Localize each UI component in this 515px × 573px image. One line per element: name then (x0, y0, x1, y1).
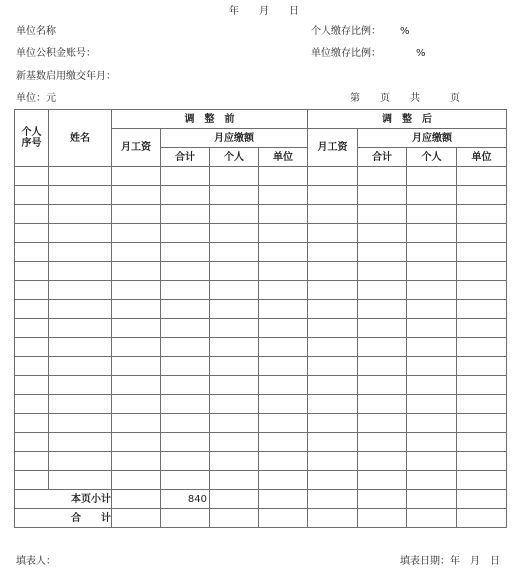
subtotal-label: 本页小计 (15, 490, 112, 509)
subtotal-value: 840 (161, 490, 210, 509)
cell[interactable] (457, 338, 507, 357)
cell[interactable] (161, 433, 210, 452)
cell[interactable] (112, 338, 161, 357)
cell[interactable] (457, 262, 507, 281)
after-monthly-due-header: 月应缴额 (358, 129, 507, 148)
cell[interactable] (49, 338, 112, 357)
cell[interactable] (15, 471, 49, 490)
filler-label: 填表人： (16, 556, 56, 567)
cell[interactable] (161, 338, 210, 357)
cell[interactable] (49, 452, 112, 471)
currency-label: 单位：元 (16, 93, 56, 104)
cell[interactable] (358, 262, 407, 281)
cell[interactable] (407, 338, 457, 357)
cell[interactable] (259, 205, 308, 224)
cell[interactable] (49, 414, 112, 433)
cell[interactable] (259, 357, 308, 376)
cell[interactable] (49, 319, 112, 338)
table-row (15, 167, 507, 186)
cell[interactable] (112, 395, 161, 414)
cell[interactable] (15, 167, 49, 186)
cell[interactable] (210, 376, 259, 395)
cell[interactable] (407, 452, 457, 471)
cell[interactable] (407, 186, 457, 205)
cell[interactable] (210, 471, 259, 490)
cell[interactable] (112, 262, 161, 281)
before-monthly-wage-header: 月工资 (112, 129, 161, 167)
table-row (15, 205, 507, 224)
cell[interactable] (358, 395, 407, 414)
table-row (15, 376, 507, 395)
cell[interactable] (161, 452, 210, 471)
cell[interactable] (407, 376, 457, 395)
cell (358, 509, 407, 528)
cell[interactable] (210, 224, 259, 243)
cell[interactable] (49, 167, 112, 186)
cell[interactable] (210, 167, 259, 186)
cell[interactable] (49, 357, 112, 376)
cell[interactable] (161, 471, 210, 490)
cell (308, 509, 358, 528)
cell[interactable] (15, 262, 49, 281)
cell[interactable] (308, 319, 358, 338)
subtotal-row (15, 490, 507, 509)
cell[interactable] (457, 452, 507, 471)
after-unit-header: 单位 (457, 148, 507, 167)
cell[interactable] (15, 395, 49, 414)
cell[interactable] (259, 433, 308, 452)
cell[interactable] (259, 281, 308, 300)
cell[interactable] (49, 376, 112, 395)
cell[interactable] (112, 224, 161, 243)
cell[interactable] (49, 262, 112, 281)
grand-total-label: 合 计 (15, 509, 112, 528)
cell[interactable] (407, 357, 457, 376)
table-row (15, 338, 507, 357)
cell[interactable] (457, 471, 507, 490)
col-seq-header: 个人 序号 (15, 110, 49, 167)
contribution-table (14, 109, 507, 528)
personal-ratio-label: 个人缴存比例： (311, 26, 381, 37)
cell[interactable] (210, 281, 259, 300)
cell[interactable] (161, 224, 210, 243)
cell[interactable] (407, 414, 457, 433)
cell[interactable] (210, 414, 259, 433)
cell[interactable] (407, 205, 457, 224)
cell[interactable] (161, 243, 210, 262)
cell[interactable] (407, 300, 457, 319)
cell[interactable] (358, 205, 407, 224)
cell[interactable] (49, 433, 112, 452)
table-row (15, 319, 507, 338)
cell[interactable] (358, 357, 407, 376)
group-after-header: 调 整 后 (308, 110, 507, 129)
cell[interactable] (49, 471, 112, 490)
cell[interactable] (457, 224, 507, 243)
cell[interactable] (259, 376, 308, 395)
cell[interactable] (358, 243, 407, 262)
cell[interactable] (407, 319, 457, 338)
cell[interactable] (210, 395, 259, 414)
cell[interactable] (15, 224, 49, 243)
table-row (15, 471, 507, 490)
cell[interactable] (308, 452, 358, 471)
cell[interactable] (308, 224, 358, 243)
cell[interactable] (407, 395, 457, 414)
cell[interactable] (457, 357, 507, 376)
cell[interactable] (308, 262, 358, 281)
cell[interactable] (457, 414, 507, 433)
cell[interactable] (161, 357, 210, 376)
cell (210, 490, 259, 509)
cell[interactable] (358, 471, 407, 490)
cell (259, 490, 308, 509)
cell[interactable] (358, 167, 407, 186)
cell[interactable] (308, 338, 358, 357)
table-row (15, 281, 507, 300)
cell[interactable] (259, 224, 308, 243)
cell[interactable] (457, 205, 507, 224)
cell[interactable] (210, 205, 259, 224)
page-label: 第 页 共 页 (350, 93, 460, 104)
cell[interactable] (161, 281, 210, 300)
cell[interactable] (407, 433, 457, 452)
unit-name-label: 单位名称 (16, 26, 56, 37)
cell[interactable] (358, 376, 407, 395)
fill-date-label: 填表日期：年 月 日 (400, 556, 500, 567)
cell (407, 509, 457, 528)
cell[interactable] (407, 471, 457, 490)
grand-total-row (15, 509, 507, 528)
cell[interactable] (112, 357, 161, 376)
cell[interactable] (112, 243, 161, 262)
cell[interactable] (358, 338, 407, 357)
cell[interactable] (49, 205, 112, 224)
cell[interactable] (112, 452, 161, 471)
cell[interactable] (358, 281, 407, 300)
cell[interactable] (161, 414, 210, 433)
cell[interactable] (161, 395, 210, 414)
cell[interactable] (49, 281, 112, 300)
cell (457, 509, 507, 528)
cell[interactable] (112, 414, 161, 433)
cell[interactable] (308, 395, 358, 414)
cell[interactable] (112, 319, 161, 338)
col-name-header: 姓名 (49, 110, 112, 167)
cell[interactable] (308, 433, 358, 452)
cell (161, 509, 210, 528)
cell[interactable] (15, 319, 49, 338)
cell[interactable] (161, 186, 210, 205)
cell[interactable] (308, 186, 358, 205)
cell[interactable] (112, 376, 161, 395)
cell[interactable] (259, 452, 308, 471)
unit-ratio-unit: % (416, 48, 426, 59)
cell[interactable] (457, 281, 507, 300)
cell[interactable] (308, 167, 358, 186)
cell[interactable] (210, 433, 259, 452)
cell[interactable] (112, 205, 161, 224)
before-unit-header: 单位 (259, 148, 308, 167)
cell[interactable] (15, 300, 49, 319)
cell[interactable] (112, 300, 161, 319)
cell[interactable] (457, 319, 507, 338)
cell[interactable] (210, 186, 259, 205)
table-row (15, 300, 507, 319)
cell[interactable] (15, 452, 49, 471)
cell[interactable] (259, 471, 308, 490)
cell[interactable] (358, 452, 407, 471)
cell[interactable] (358, 300, 407, 319)
table-row (15, 186, 507, 205)
account-label: 单位公积金账号： (16, 48, 96, 59)
cell[interactable] (161, 319, 210, 338)
cell[interactable] (358, 319, 407, 338)
group-before-header: 调 整 前 (112, 110, 308, 129)
after-personal-header: 个人 (407, 148, 457, 167)
table-row (15, 414, 507, 433)
table-row (15, 224, 507, 243)
table-row (15, 243, 507, 262)
cell[interactable] (259, 395, 308, 414)
new-base-label: 新基数启用缴交年月： (16, 71, 116, 82)
cell[interactable] (49, 300, 112, 319)
cell[interactable] (161, 300, 210, 319)
date-line: 年 月 日 (229, 6, 299, 17)
cell[interactable] (15, 281, 49, 300)
cell[interactable] (259, 300, 308, 319)
cell[interactable] (308, 300, 358, 319)
table-row (15, 357, 507, 376)
cell[interactable] (15, 357, 49, 376)
unit-ratio-label: 单位缴存比例： (311, 48, 381, 59)
cell (112, 509, 161, 528)
cell[interactable] (308, 471, 358, 490)
cell[interactable] (112, 471, 161, 490)
cell[interactable] (210, 262, 259, 281)
cell[interactable] (358, 433, 407, 452)
cell[interactable] (112, 281, 161, 300)
cell[interactable] (49, 224, 112, 243)
cell[interactable] (407, 262, 457, 281)
cell (259, 509, 308, 528)
cell[interactable] (210, 357, 259, 376)
cell[interactable] (15, 433, 49, 452)
cell[interactable] (457, 376, 507, 395)
cell[interactable] (161, 167, 210, 186)
cell[interactable] (15, 186, 49, 205)
table-row (15, 262, 507, 281)
cell (358, 490, 407, 509)
cell[interactable] (15, 414, 49, 433)
cell[interactable] (15, 338, 49, 357)
cell (407, 490, 457, 509)
cell[interactable] (407, 281, 457, 300)
personal-ratio-unit: % (400, 26, 410, 37)
cell[interactable] (259, 338, 308, 357)
cell[interactable] (259, 414, 308, 433)
cell[interactable] (457, 395, 507, 414)
cell[interactable] (112, 167, 161, 186)
cell[interactable] (358, 186, 407, 205)
cell[interactable] (308, 281, 358, 300)
cell (308, 490, 358, 509)
after-monthly-wage-header: 月工资 (308, 129, 358, 167)
cell[interactable] (15, 243, 49, 262)
cell[interactable] (457, 243, 507, 262)
table-row (15, 433, 507, 452)
cell[interactable] (308, 414, 358, 433)
cell[interactable] (210, 452, 259, 471)
table-row (15, 452, 507, 471)
cell[interactable] (308, 376, 358, 395)
cell (112, 490, 161, 509)
cell[interactable] (259, 243, 308, 262)
cell[interactable] (210, 338, 259, 357)
cell[interactable] (457, 433, 507, 452)
cell[interactable] (259, 319, 308, 338)
cell[interactable] (112, 433, 161, 452)
cell[interactable] (308, 357, 358, 376)
after-total-header: 合计 (358, 148, 407, 167)
cell[interactable] (161, 376, 210, 395)
cell[interactable] (49, 395, 112, 414)
cell[interactable] (457, 186, 507, 205)
cell[interactable] (112, 186, 161, 205)
cell[interactable] (407, 243, 457, 262)
cell[interactable] (15, 376, 49, 395)
cell[interactable] (308, 205, 358, 224)
cell[interactable] (358, 414, 407, 433)
cell[interactable] (259, 186, 308, 205)
table-row (15, 395, 507, 414)
before-monthly-due-header: 月应缴额 (161, 129, 308, 148)
cell[interactable] (161, 205, 210, 224)
before-total-header: 合计 (161, 148, 210, 167)
cell[interactable] (259, 167, 308, 186)
cell[interactable] (457, 167, 507, 186)
cell[interactable] (308, 243, 358, 262)
cell[interactable] (49, 186, 112, 205)
cell[interactable] (210, 319, 259, 338)
cell (457, 490, 507, 509)
cell[interactable] (210, 243, 259, 262)
cell[interactable] (15, 205, 49, 224)
cell[interactable] (49, 243, 112, 262)
cell[interactable] (210, 300, 259, 319)
cell[interactable] (161, 262, 210, 281)
cell[interactable] (259, 262, 308, 281)
before-personal-header: 个人 (210, 148, 259, 167)
cell[interactable] (457, 300, 507, 319)
cell[interactable] (407, 224, 457, 243)
cell[interactable] (358, 224, 407, 243)
cell[interactable] (407, 167, 457, 186)
cell (210, 509, 259, 528)
